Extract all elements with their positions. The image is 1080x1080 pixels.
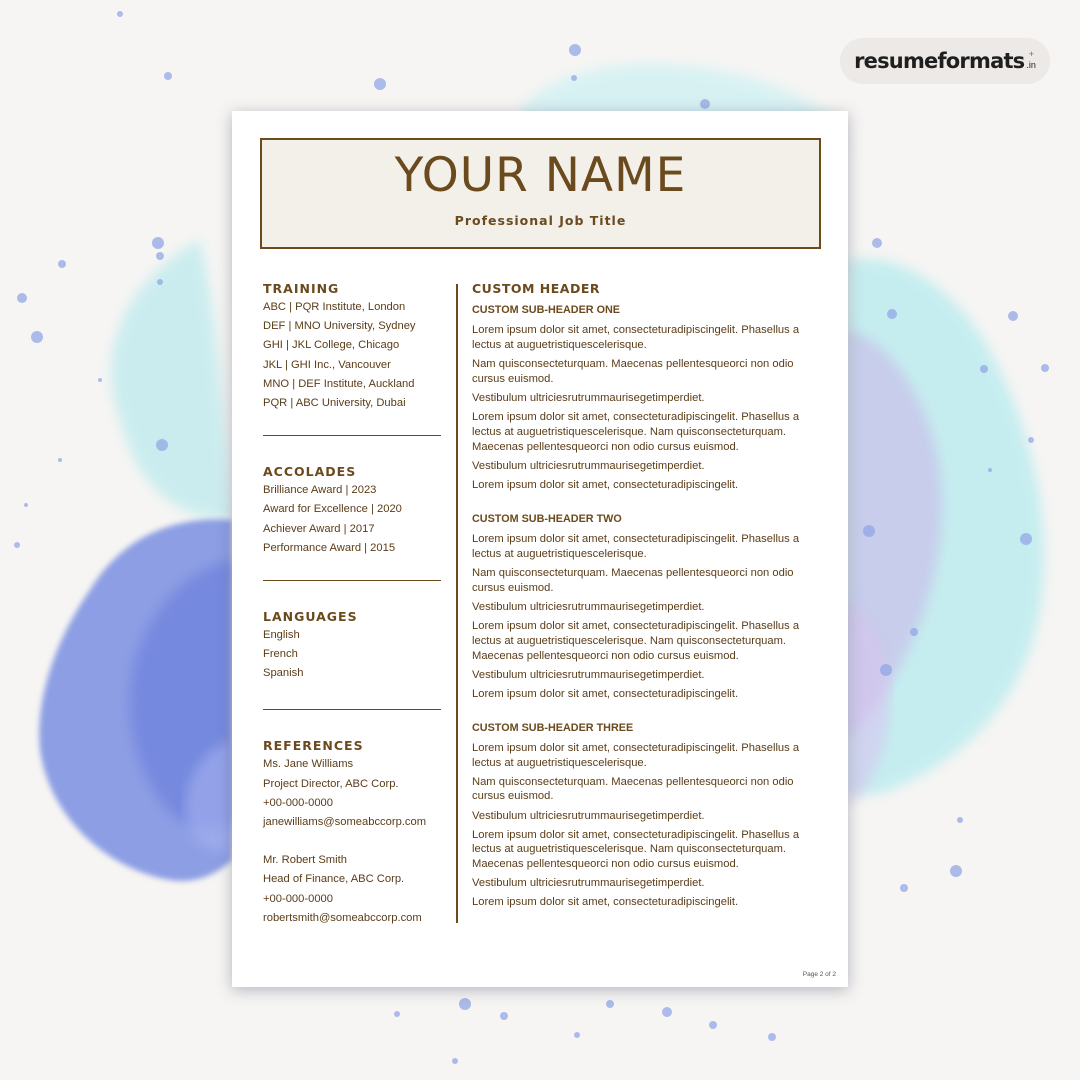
paragraph: Nam quisconsecteturquam. Maecenas pellentesqueorci non odio cursus euismod.: [472, 566, 794, 594]
paragraph: Lorem ipsum dolor sit amet, consecteturadipiscingelit. Phasellus a lectus at auguetristiquescelerisque. Nam quisconsecteturquam. Maecenas pellentesqueorci non odio cursus euismod.: [472, 828, 800, 871]
right-column: [472, 279, 817, 910]
logo-wordmark: resumeformats: [854, 49, 1025, 73]
training-heading: TRAINING: [263, 281, 340, 296]
subsection: [472, 720, 817, 911]
paragraph: Lorem ipsum dolor sit amet, consecteturadipiscingelit. Phasellus a lectus at auguetristiquescelerisque.: [472, 741, 800, 769]
paragraph: Lorem ipsum dolor sit amet, consecteturadipiscingelit. Phasellus a lectus at auguetristiquescelerisque. Nam quisconsecteturquam. Maecenas pellentesqueorci non odio cursus euismod.: [472, 619, 800, 662]
accolade-item: Award for Excellence | 2020: [263, 503, 402, 516]
reference-phone: +00-000-0000: [263, 796, 333, 809]
reference-name: Ms. Jane Williams: [263, 758, 354, 771]
training-item: DEF | MNO University, Sydney: [263, 320, 416, 333]
language-item: French: [263, 648, 298, 661]
languages-heading: LANGUAGES: [263, 608, 358, 624]
subsection: [472, 302, 817, 493]
paragraph: Nam quisconsecteturquam. Maecenas pellentesqueorci non odio cursus euismod.: [472, 775, 794, 803]
reference-email: robertsmith@someabccorp.com: [263, 911, 422, 924]
reference-entry: [263, 851, 443, 928]
paragraph: Vestibulum ultriciesrutrummaurisegetimperdiet.: [472, 459, 705, 472]
custom-header: CUSTOM HEADER: [472, 281, 600, 296]
brand-logo[interactable]: [840, 38, 1050, 84]
paragraph: Lorem ipsum dolor sit amet, consecteturadipiscingelit. Phasellus a lectus at auguetristiquescelerisque. Nam quisconsecteturquam. Maecenas pellentesqueorci non odio cursus euismod.: [472, 411, 800, 453]
sub-header: CUSTOM SUB-HEADER ONE: [472, 304, 620, 316]
training-item: JKL | GHI Inc., Vancouver: [263, 358, 391, 371]
paragraph: Vestibulum ultriciesrutrummaurisegetimperdiet.: [472, 668, 705, 681]
paragraph: Vestibulum ultriciesrutrummaurisegetimperdiet.: [472, 809, 705, 822]
paragraph: Vestibulum ultriciesrutrummaurisegetimperdiet.: [472, 877, 705, 890]
language-item: Spanish: [263, 667, 304, 680]
reference-role: Project Director, ABC Corp.: [263, 777, 399, 790]
paragraph: Lorem ipsum dolor sit amet, consecteturadipiscingelit. Phasellus a lectus at auguetristiquescelerisque.: [472, 324, 800, 352]
section-divider: [263, 580, 441, 581]
job-title: Professional Job Title: [454, 213, 627, 228]
section-divider: [263, 709, 441, 710]
accolades-list: [263, 481, 443, 558]
reference-email: janewilliams@someabccorp.com: [263, 816, 427, 828]
logo-plus-icon: +: [1028, 49, 1034, 59]
column-divider: [456, 284, 458, 923]
training-item: MNO | DEF Institute, Auckland: [263, 377, 415, 390]
name-header-box: [260, 138, 821, 249]
reference-name: Mr. Robert Smith: [263, 854, 347, 867]
resume-name: YOUR NAME: [394, 148, 687, 203]
subsection: [472, 511, 817, 702]
reference-phone: +00-000-0000: [263, 892, 333, 905]
references-heading: REFERENCES: [263, 738, 364, 754]
training-item: ABC | PQR Institute, London: [263, 301, 406, 313]
accolade-item: Achiever Award | 2017: [263, 522, 375, 535]
training-list: [263, 298, 443, 413]
accolade-item: Brilliance Award | 2023: [263, 484, 377, 497]
accolade-item: Performance Award | 2015: [263, 541, 396, 554]
reference-role: Head of Finance, ABC Corp.: [263, 873, 405, 886]
logo-suffix: .in: [1026, 60, 1036, 70]
paragraph: Lorem ipsum dolor sit amet, consecteturadipiscingelit.: [472, 687, 739, 700]
language-item: English: [263, 628, 300, 641]
sub-header: CUSTOM SUB-HEADER THREE: [472, 721, 634, 734]
paragraph: Vestibulum ultriciesrutrummaurisegetimperdiet.: [472, 600, 705, 613]
training-item: GHI | JKL College, Chicago: [263, 339, 400, 352]
sub-header: CUSTOM SUB-HEADER TWO: [472, 512, 622, 525]
accolades-heading: ACCOLADES: [263, 464, 357, 480]
paragraph: Lorem ipsum dolor sit amet, consecteturadipiscingelit. Phasellus a lectus at auguetristiquescelerisque.: [472, 533, 800, 560]
resume-page: [232, 111, 848, 987]
training-item: PQR | ABC University, Dubai: [263, 396, 406, 409]
section-divider: [263, 435, 441, 436]
left-cyan-splash: [111, 240, 232, 520]
paragraph: Vestibulum ultriciesrutrummaurisegetimperdiet.: [472, 392, 705, 405]
paragraph: Lorem ipsum dolor sit amet, consecteturadipiscingelit.: [472, 896, 739, 909]
left-column: [263, 279, 443, 928]
reference-entry: [263, 755, 443, 832]
page-number: Page 2 of 2: [802, 971, 836, 978]
paragraph: Lorem ipsum dolor sit amet, consecteturadipiscingelit.: [472, 478, 739, 491]
languages-list: [263, 626, 443, 684]
paragraph: Nam quisconsecteturquam. Maecenas pellentesqueorci non odio cursus euismod.: [472, 358, 794, 385]
